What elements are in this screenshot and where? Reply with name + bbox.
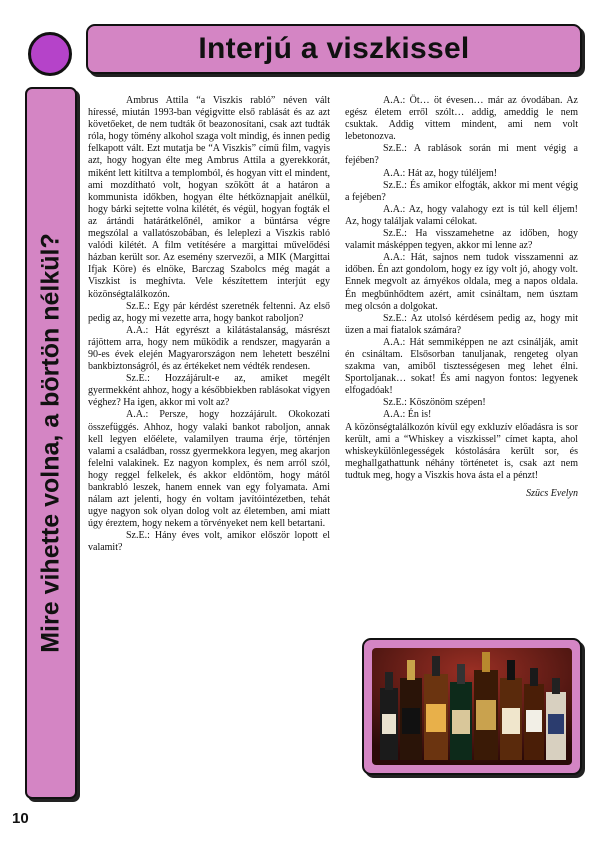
title-banner xyxy=(86,24,582,74)
paragraph: A.A.: Öt… öt évesen… már az óvodában. Az egész életem erről szólt… addig, ameddig le nem csuktak. Addig vittem mindent, ami nem volt lebetonozva. xyxy=(345,95,578,143)
paragraph: Sz.E.: Hozzájárult-e az, amiket megélt gyermekként ahhoz, hogy a későbbiekben rablásokat vigyen véghez? Ha igen, akkor mi volt az? xyxy=(88,373,330,409)
paragraph: A.A.: Az, hogy valahogy ezt is túl kell éljem! Az, hogy találjak valami célokat. xyxy=(345,203,578,227)
page-number: 10 xyxy=(12,810,29,827)
paragraph: Sz.E.: Hány éves volt, amikor először lopott el valamit? xyxy=(88,530,330,554)
paragraph: Ambrus Attila “a Viszkis rabló” néven vált híressé, miután 1993-ban végigvitte első rablását és az azt követőeket, de nem tudták őt beazonosítani, csak azt tudták róla, hogy tömény alkohol szaga volt mindig, és innen pedig felkapott vált. Ezt mutatja be “A Viszkis” című film, vagyis azt, hogy hogyan élte meg Ambrus Attila a gyerekkorát, miként lett kitiltva a templomból, és hogyan vitt el mindent, ami mozdítható volt, hogyan szökött át a határon a kommunista időkben, hogyan élte hétköznapjait anélkül, hogy bárki sejtette volna kilétét, és végül, hogyan fogták el az ártándi határátkelőnél, amikor a büntársa végre megszólal a vallatószobában, és leleplezi a Viszkis rabló valódi kilétét. A film vetítésére a margittai művelődési házban került sor. Az esemény szervezői, a MIK (Margittai Ifjak Köre) és elnöke, Barczag Szabolcs még magát a Viszkist is meghívta. Vele készítettem interjút egy közönségtalálkozón. xyxy=(88,95,330,300)
paragraph: Sz.E.: A rablások során mi ment végig a fejében? xyxy=(345,143,578,167)
whisky-bottles-photo xyxy=(372,648,572,765)
decorative-circle xyxy=(28,32,72,76)
side-title: Mire vihette volna, a börtön nélkül? xyxy=(36,233,65,653)
paragraph: A.A.: Én is! xyxy=(383,409,432,421)
paragraph: Sz.E.: Egy pár kérdést szeretnék feltenni. Az első pedig az, hogy mi vezette arra, hogy bankot raboljon? xyxy=(88,300,330,324)
paragraph: Sz.E.: Ha visszamehetne az időben, hogy valamit másképpen tegyen, akkor mi lenne az? xyxy=(345,228,578,252)
author-signature: Szücs Evelyn xyxy=(526,488,578,499)
paragraph: Sz.E.: És amikor elfogták, akkor mi ment végig a fejében? xyxy=(345,179,578,203)
closing-paragraph: A közönségtalálkozón kívül egy exkluzív előadásra is sor került, ami a “Whiskey a viszkissel” címet kapta, ahol whiskeykülönlegességek kóstolására került sor, és meghallgathattunk néhány történetet is, csak azt nem tudtuk meg, hogy a Viszkis hova ásta el a pénzt! xyxy=(345,421,578,481)
page-title: Interjú a viszkissel xyxy=(198,32,470,65)
paragraph: Sz.E.: Az utolsó kérdésem pedig az, hogy mit üzen a mai fiatalok számára? xyxy=(345,312,578,336)
paragraph: A.A.: Hát egyrészt a kilátástalanság, másrészt rájöttem arra, hogy nem működik a rendszer, magyarán a 90-es évek elején Magyarországon nem lehetett beszélni bankbiztonságról, és az értékeket nem védték rendesen. xyxy=(88,324,330,373)
paragraph: A.A.: Persze, hogy hozzájárult. Okokozati összefüggés. Ahhoz, hogy valaki bankot raboljon, annak kell legyen előélete, valamilyen trauma érje, történjen valami a családban, rossz gyermekkora legyen, meg akarjon felelni valakinek. Ez nagyon komplex, és nem arról szól, hogy reggel felkelek, és akkor eldöntöm, hogy mától bankrabló leszek, hanem ennek van egy folyamata. Ami nálam azt jelenti, hogy én voltam javítóintézetben, tehát ugye nagyon sok olyan dolog volt az életemben, ami miatt úgy éreztem, hogy nekem a törvényeket nem kell betartani. xyxy=(88,409,330,530)
paragraph: Sz.E.: Köszönöm szépen! xyxy=(383,397,486,409)
article-column-2 xyxy=(345,95,578,500)
article-column-1 xyxy=(88,95,330,555)
photo-frame xyxy=(362,638,582,775)
paragraph: A.A.: Hát semmiképpen ne azt csinálják, amit én csináltam. Elsősorban tanuljanak, rengeteg olyan szakma van, amiből tisztességesen meg lehet élni. Sportoljanak… sokat! És ami nagyon fontos: legyenek elfogadóak! xyxy=(345,336,578,397)
paragraph: A.A.: Hát az, hogy túléljem! xyxy=(383,167,498,179)
paragraph: A.A.: Hát, sajnos nem tudok visszamenni az időben. Én azt gondolom, hogy ez így volt jó, ahogy volt. Ennek megvolt az árnyékos oldala, meg a napos oldala. Én megbűnhődtem azért, amit csináltam, nem úsztam meg olcsón a dolgokat. xyxy=(345,252,578,312)
